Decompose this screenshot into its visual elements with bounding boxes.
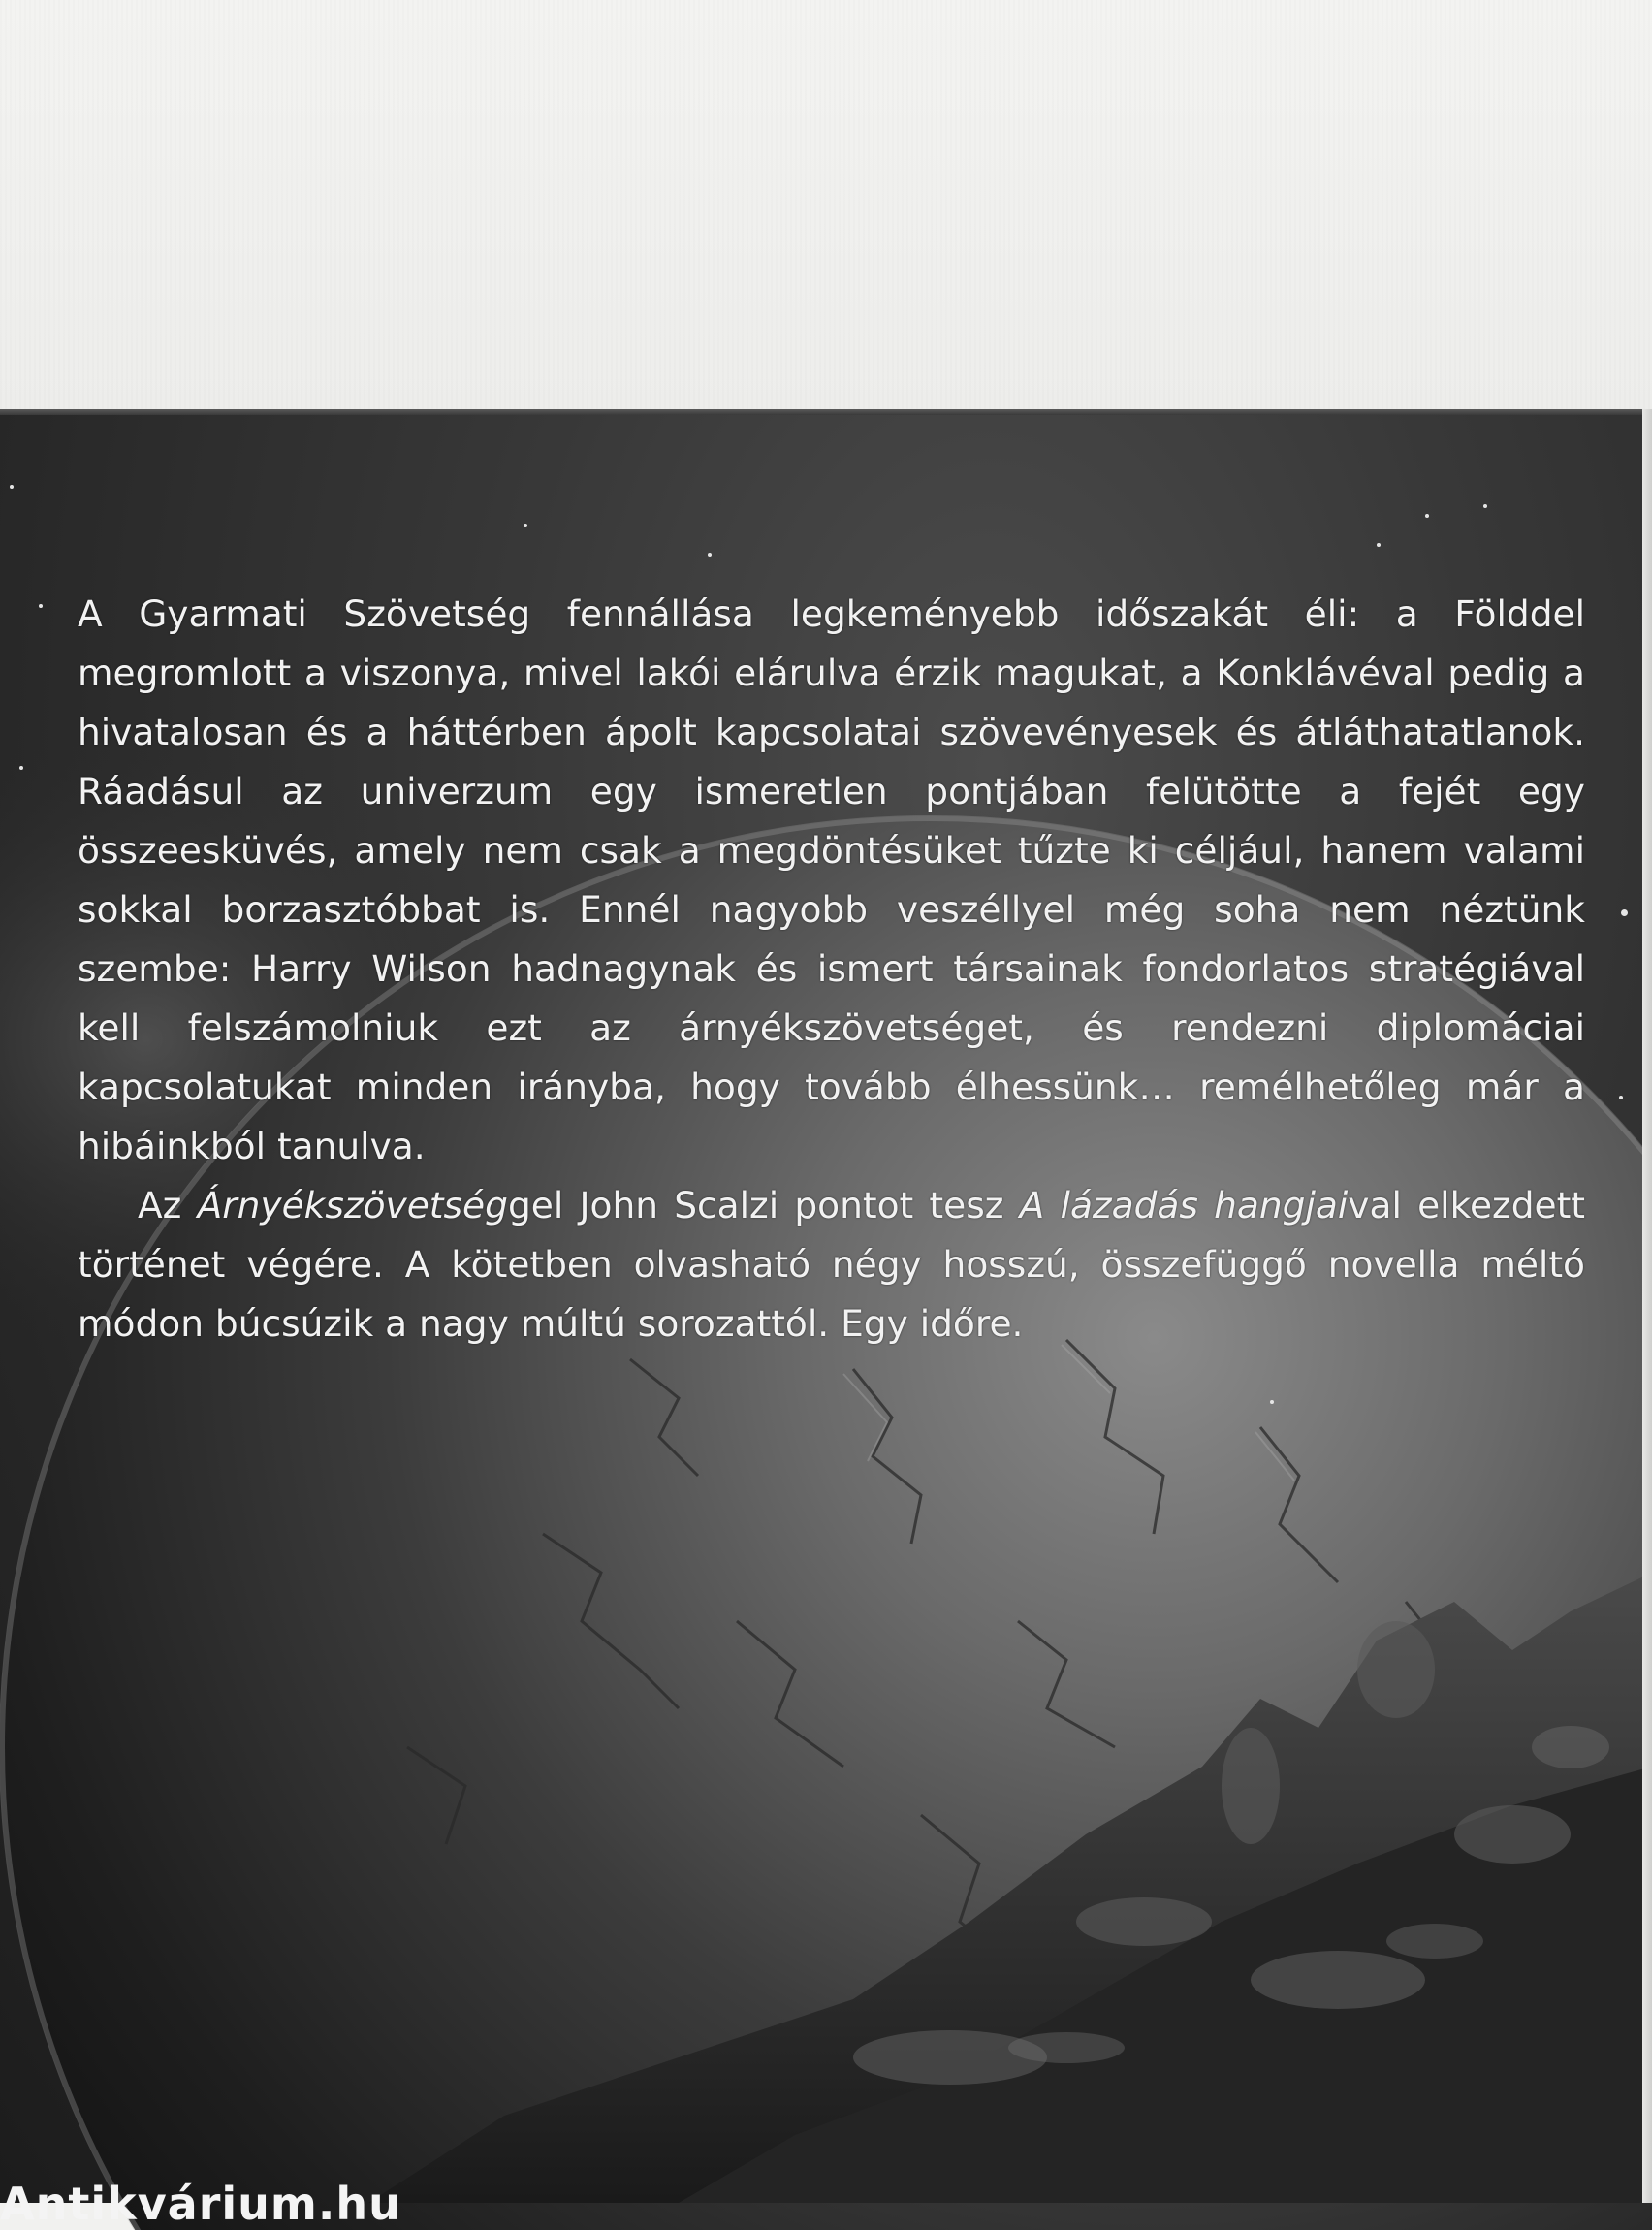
watermark: Antikvárium.hu [0,2178,401,2230]
cover-top-edge [0,409,1652,415]
book-title-a-lazadas-hangjai: A lázadás hangjai [1019,1184,1349,1226]
star [1621,909,1628,916]
paper-background [0,0,1652,412]
star [39,604,43,608]
book-title-arnyekszovetseg: Árnyékszövetség [197,1184,508,1226]
star [708,553,712,557]
star [524,524,527,527]
blurb-paragraph-2-text-3: val elkezdett történet végére. A kötetben olvasható négy hosszú, összefüggő novella méltó módon búcsúzik a nagy múltú sorozattól. Egy időre. [78,1184,1585,1345]
cover-right-edge [1642,409,1652,2203]
blurb-paragraph-2-text-1: Az [138,1184,198,1226]
star [10,485,14,489]
star [1270,1400,1274,1404]
back-cover-blurb [78,585,1585,1354]
blurb-paragraph-1: A Gyarmati Szövetség fennállása legkeményebb időszakát éli: a Földdel megromlott a viszonya, mivel lakói elárulva érzik magukat, a Konklávéval pedig a hivatalosan és a háttérben ápolt kapcsolatai szövevényesek és átláthatatlanok. Ráadásul az univerzum egy ismeretlen pontjában felütötte a fejét egy összeesküvés, amely nem csak a megdöntésüket tűzte ki céljául, hanem valami sokkal borzasztóbbat is. Ennél nagyobb veszéllyel még soha nem néztünk szembe: Harry Wilson hadnagynak és ismert társainak fondorlatos stratégiával kell felszámolniuk ezt az árnyékszövetséget, és rendezni diplomáciai kapcsolatukat minden irányba, hogy tovább élhessünk… remélhetőleg már a hibáinkból tanulva. [78,592,1585,1167]
blurb-paragraph-2-text-2: gel John Scalzi pontot tesz [507,1184,1020,1226]
star [1425,514,1429,518]
star [1619,1096,1623,1099]
star [19,766,23,770]
star [1377,543,1381,547]
blurb-paragraph-2 [78,1176,1585,1354]
star [1483,504,1487,508]
